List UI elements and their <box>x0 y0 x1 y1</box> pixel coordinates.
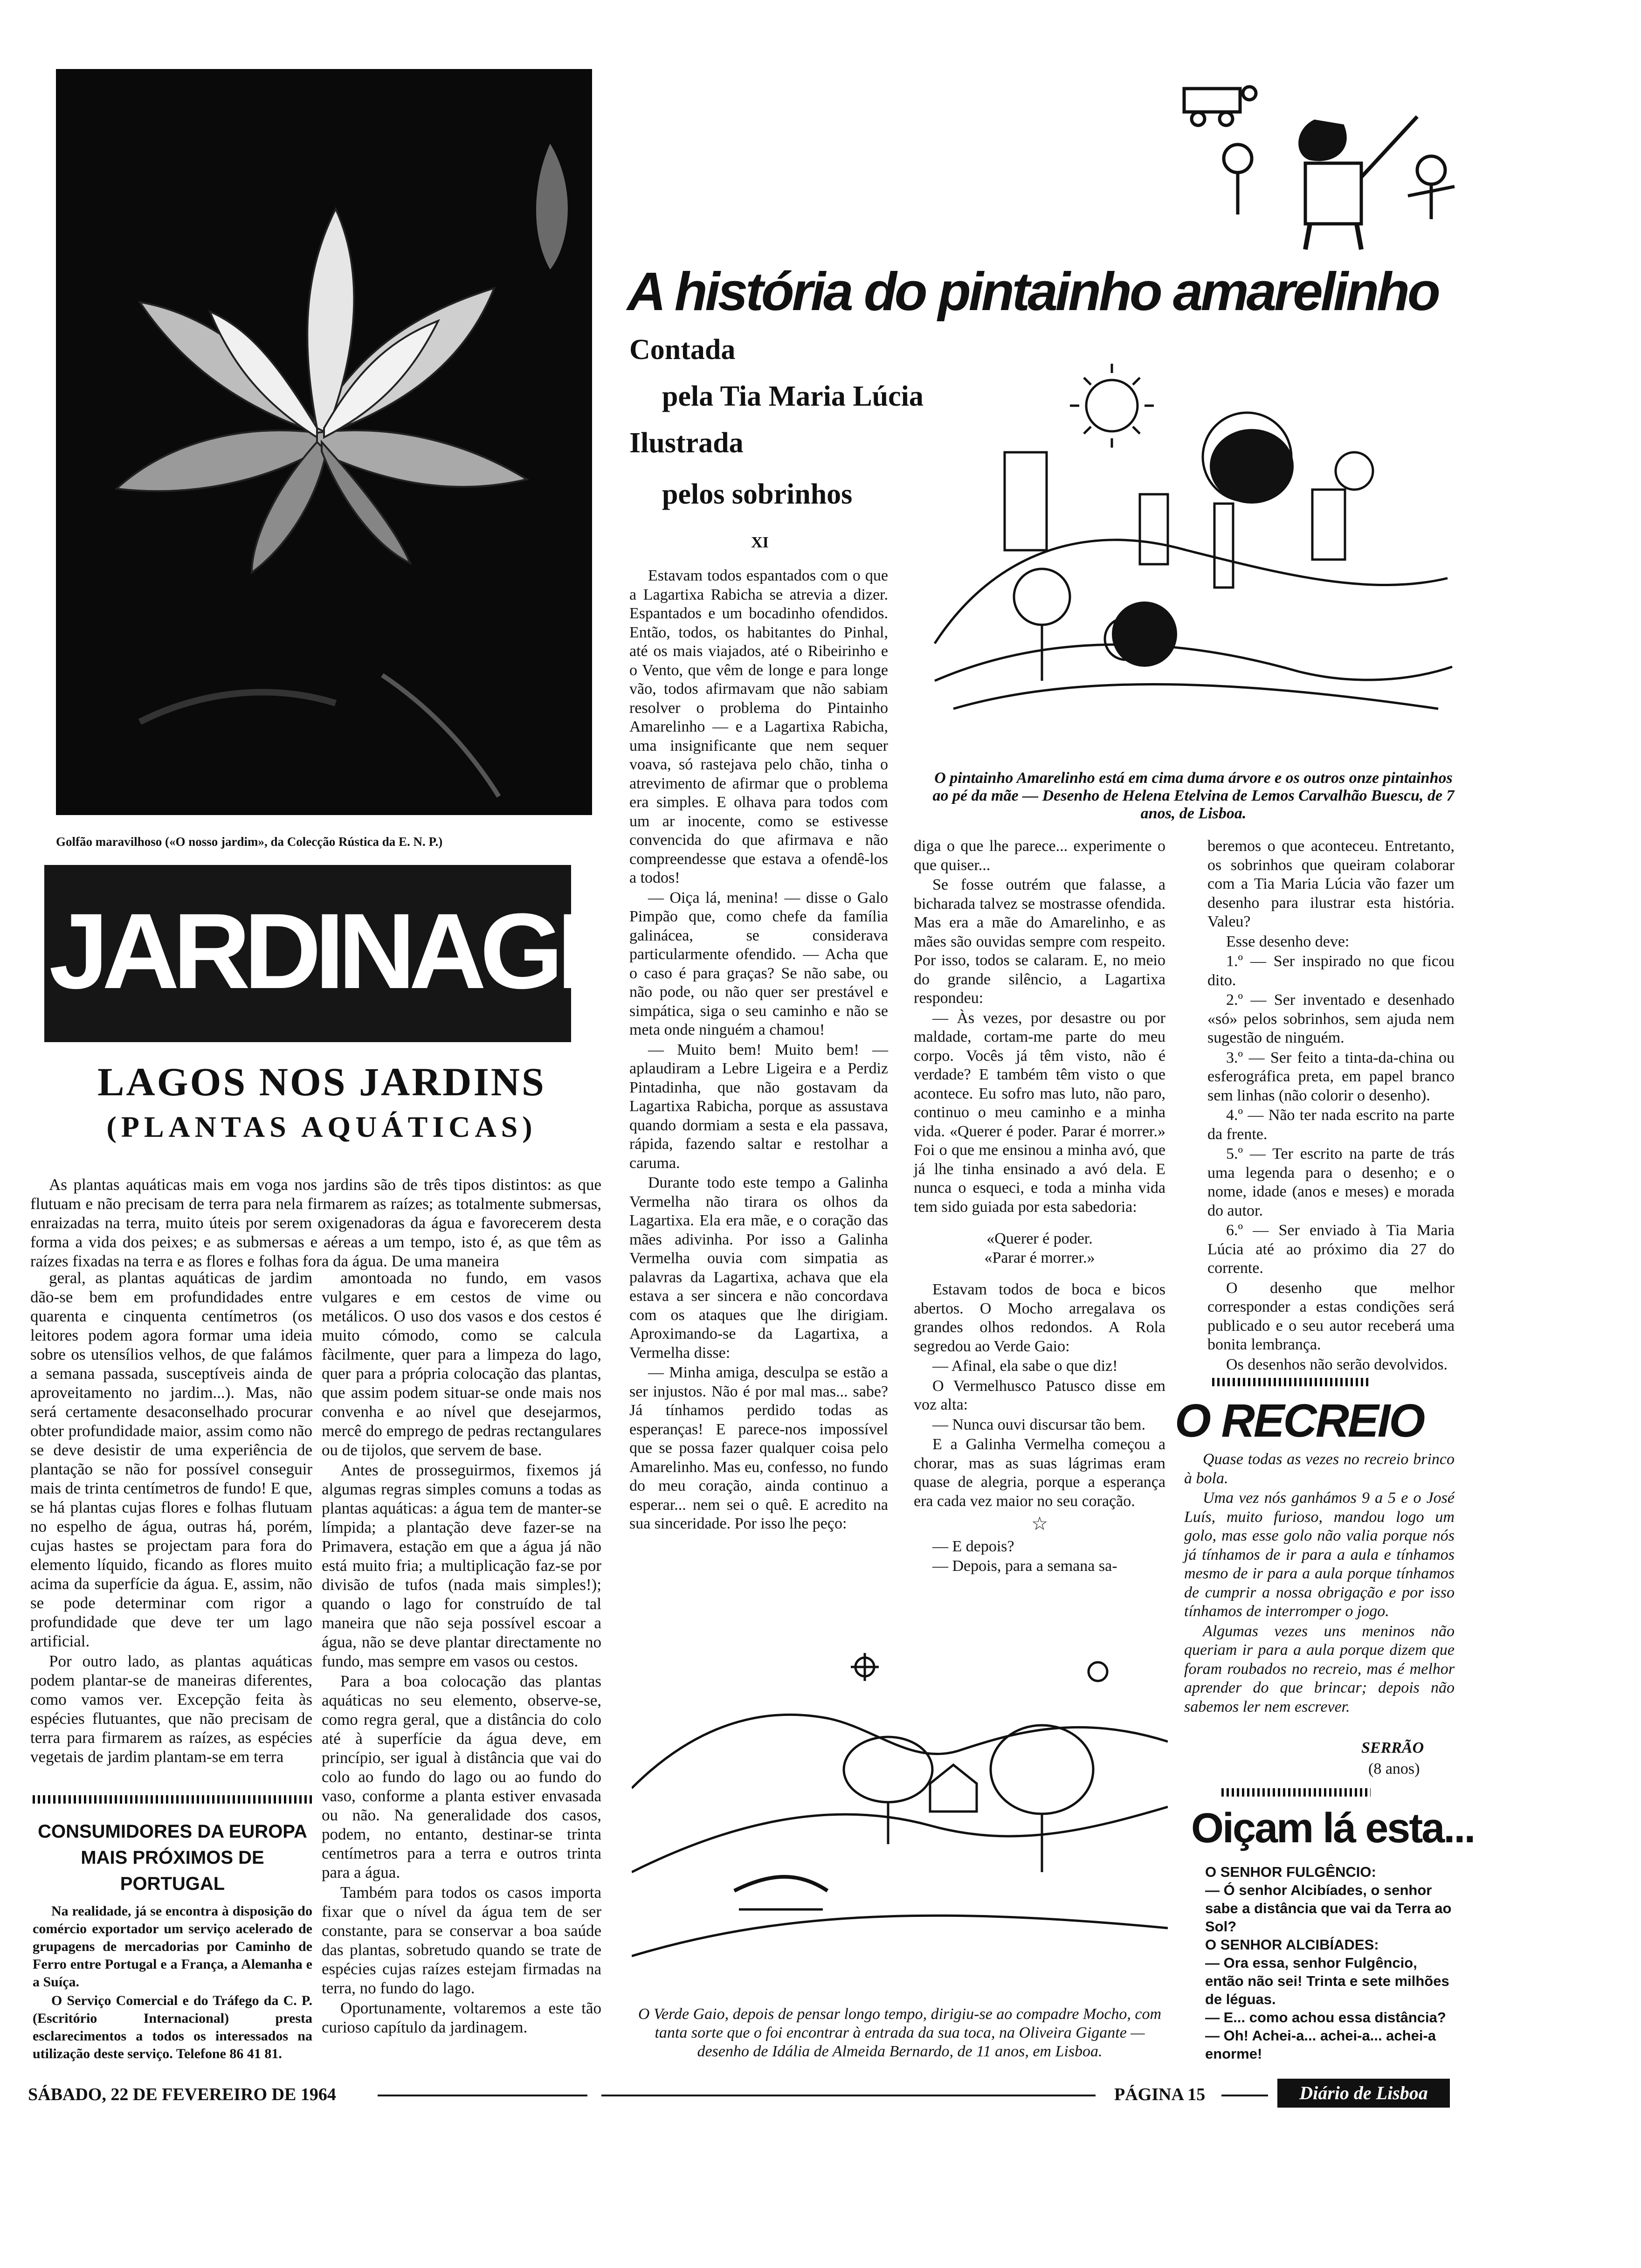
story-rule-3: 3.º — Ser feito a tinta-da-china ou esferográfica preta, em papel branco sem linhas (não colorir o desenho). <box>1207 1049 1455 1104</box>
story-title: A história do pintainho amarelinho <box>627 261 1438 322</box>
consumidores-body <box>33 1902 312 2063</box>
story-a-p5: — Minha amiga, desculpa se estão a ser injustos. Não é por mal mas... sabe? Já tínhamos perdido todas as esperanças! E parece-nos impossível que se possa fazer qualquer coisa pelo Amarelinho. Mas eu, confesso, no fundo do meu coração, ainda continuo a esperar... nem sei o quê. E acredito na sua sinceridade. Por isso lhe peço: <box>629 1364 888 1532</box>
recreio-author: SERRÃO <box>1361 1739 1424 1756</box>
story-b-p0: diga o que lhe parece... experimente o que quiser... <box>914 837 1165 874</box>
footer-date: SÁBADO, 22 DE FEVEREIRO DE 1964 <box>28 2085 336 2104</box>
star-separator: ☆ <box>1031 1513 1048 1534</box>
caption-top-drawing: O pintainho Amarelinho está em cima duma árvore e os outros onze pintainhos ao pé da mãe — Desenho de Helena Etelvina de Lemos Carvalhão Buescu, de 7 anos, de Lisboa. <box>932 769 1455 822</box>
jardinagem-col1 <box>30 1268 312 1766</box>
water-lily-illustration <box>56 69 592 815</box>
footer-masthead-box <box>1277 2079 1450 2108</box>
recreio-body <box>1184 1450 1455 1716</box>
jardinagem-banner <box>44 865 705 1042</box>
story-byline-4: pelos sobrinhos <box>662 478 853 510</box>
oicam-body <box>1205 1863 1459 2063</box>
child-drawing-verde-gaio-svg <box>632 1630 1168 1998</box>
oicam-line-5: — E... como achou essa distância? <box>1205 2009 1446 2026</box>
jardinagem-banner-text: JARDINAGEM <box>49 891 705 1011</box>
water-lily-photo <box>56 69 592 815</box>
jardinagem-headline: LAGOS NOS JARDINS <box>97 1059 546 1104</box>
footer-rule-left <box>378 2095 587 2096</box>
story-c-p1: beremos o que aconteceu. Entretanto, os sobrinhos que queiram colaborar com a Tia Maria Lúcia vão fazer um desenho para ilustrar esta história. Valeu? <box>1207 837 1455 930</box>
jardinagem-col2-p1: amontoada no fundo, em vasos vulgares e em cestos de vime ou metálicos. O uso dos vasos e dos cestos é muito cómodo, como se calcula fàcilmente, quer para a limpeza do lago, quer para a própria colocação das plantas, que assim podem situar-se onde mais nos convenha e ao nível que desejarmos, mercê do emprego de pedras rectangulares ou de tijolos, que servem de base. <box>322 1269 601 1459</box>
story-a-p4: Durante todo este tempo a Galinha Vermelha não tirara os olhos da Lagartixa. Ela era mãe, e o coração das mães adivinha. Por isso a Galinha Vermelha ouvia com simpatia as palavras da Lagartixa, achava que ela estava a ser sincera e não concordava com os ataques que lhe dirigiam. Aproximando-se da Lagartixa, a Vermelha disse: <box>629 1174 888 1362</box>
story-byline-3: Ilustrada <box>629 427 744 459</box>
story-col-a <box>629 567 888 1534</box>
jardinagem-lead-paragraph: As plantas aquáticas mais em voga nos jardins são de três tipos distintos: as que flutuam e não precisam de terra para nela firmarem as raízes; as totalmente submersas, enraizadas na terra, muito úteis por serem oxigenadoras da água e favorecerem desta forma a vida dos peixes; e as submersas e aéreas a um tempo, isto é, as que têm as raízes fixadas na terra e as flores e folhas fora da água. De uma maneira <box>30 1175 601 1270</box>
recreio-p2: Uma vez nós ganhámos 9 a 5 e o José Luís, muito furioso, mandou logo um golo, mas esse golo não valia porque nós já tínhamos de ir para a aula e tínhamos mesmo de ir para a aula porque tínhamos de cumprir a nossa obrigação e por isso tínhamos de interromper o jogo. <box>1184 1489 1455 1620</box>
footer-rule-right <box>1221 2095 1268 2096</box>
story-col-b <box>914 837 1165 1576</box>
consumidores-headline: CONSUMIDORES DA EUROPA MAIS PRÓXIMOS DE PORTUGAL <box>38 1821 307 1894</box>
footer-masthead: Diário de Lisboa <box>1299 2082 1428 2103</box>
child-drawing-verde-gaio <box>632 1630 1168 1998</box>
story-rule-4: 4.º — Não ter nada escrito na parte da frente. <box>1207 1106 1455 1143</box>
jardinagem-col1-p2: Por outro lado, as plantas aquáticas podem plantar-se de maneiras diferentes, como vamos ver. Excepção feita às espécies flutuantes, que não precisam de terra para firmarem as raízes, as espécies vegetais de jardim plantam-se em terra <box>30 1652 312 1766</box>
oicam-line-6: — Oh! Achei-a... achei-a... achei-a enorme! <box>1205 2027 1436 2062</box>
jardinagem-col1-p1: geral, as plantas aquáticas de jardim dão-se bem em profundidades entre quarenta e cinquenta centímetros (os leitores podem agora formar uma ideia sobre os utensílios velhos, de que falámos a semana passada, susceptíveis ainda de aproveitamento no jardim...). Mas, não será certamente desaconselhado procurar obter profundidade maior, assim como não se deve desistir de uma experiência de plantação se não for possível conseguir mais de trinta centímetros de fundo! E que, se há plantas cujas flores e folhas flutuam no espelho de água, outras há, porém, cujas hastes se projectam para fora do elemento líquido, ficando as flores muito acima da superfície da água. E, assim, não se pode determinar com rigor a profundidade que deve ter um lago artificial. <box>30 1269 312 1650</box>
jardinagem-col2-p4: Também para todos os casos importa fixar que o nível da água tem de ser constante, para se conservar a boa saúde das plantas, sobretudo quando se trate de espécies cujas raízes estejam firmadas na terra, no fundo do lago. <box>322 1883 601 1997</box>
story-c-p2: Esse desenho deve: <box>1226 933 1350 950</box>
story-b2-p3: O Vermelhusco Patusco disse em voz alta: <box>914 1377 1165 1413</box>
story-chapter: XI <box>751 534 769 551</box>
story-motto-2: «Parar é morrer.» <box>984 1249 1095 1266</box>
child-drawing-pintainho-svg <box>925 354 1462 760</box>
story-c-end-1: O desenho que melhor corresponder a estas condições será publicado e o seu autor receberá uma bonita lembrança. <box>1207 1279 1455 1353</box>
consumidores-divider <box>33 1795 312 1804</box>
story-b3-p1: — E depois? <box>932 1537 1014 1555</box>
story-rule-5: 5.º — Ter escrito na parte de trás uma legenda para o desenho; e o nome, idade (anos e meses) e morada do autor. <box>1207 1145 1455 1219</box>
story-b-p2: — Às vezes, por desastre ou por maldade, cortam-me parte do meu corpo. Vocês já têm visto, não é verdade? E também têm visto o que acontece. Eu sofro mas luto, não paro, continuo o meu caminho e a minha vida. «Querer é poder. Parar é morrer.» Foi o que me ensinou a minha avó, que já lhe tinha ensinado a avó dela. E nunca o esqueci, e toda a minha vida tem sido guiada por esta sabedoria: <box>914 1009 1165 1216</box>
story-b2-p4: — Nunca ouvi discursar tão bem. <box>932 1416 1145 1433</box>
footer-rule-mid <box>601 2095 1096 2096</box>
recreio-divider <box>1212 1378 1371 1386</box>
story-b3-p2: — Depois, para a semana sa- <box>932 1557 1117 1575</box>
story-a-p2: — Oiça lá, menina! — disse o Galo Pimpão que, como chefe da família galinácea, se considerava particularmente ofendido. — Acha que o caso é para graças? Se não sabe, ou não pode, ou não quer ser prestável e simpática, siga o seu caminho e não se meta onde ninguém a chamou! <box>629 889 888 1038</box>
oicam-divider <box>1221 1788 1371 1797</box>
story-rule-1: 1.º — Ser inspirado no que ficou dito. <box>1207 953 1455 989</box>
jardinagem-col2 <box>322 1268 601 2037</box>
story-a-p1: Estavam todos espantados com o que a Lagartixa Rabicha se atrevia a dizer. Espantados e um bocadinho ofendidos. Então, todos, os habitantes do Pinhal, até os mais viajados, até o Ribeirinho e o Vento, que vêm de longe e para longe vão, todos afirmavam que não sabiam resolver o problema do Pintainho Amarelinho — e a Lagartixa Rabicha, uma insignificante que nem sequer voava, só rastejava pelo chão, tinha o atrevimento de afirmar que o problema era simples. E olhava para todos com um ar inocente, como se estivesse convencida do que afirmava e não compreendesse que estava a ofendê-los a todos! <box>629 567 888 886</box>
jardinagem-col2-p2: Antes de prosseguirmos, fixemos já algumas regras simples comuns a todas as plantas aquáticas: a água tem de manter-se límpida; a plantação deve fazer-se na Primavera, estação em que a água já não está muito fria; a multiplicação faz-se por divisão de tufos (nada mais simples!); quando o lago for construído de tal maneira que não seja possível escoar a água, não se deve plantar directamente no fundo, mas sempre em vasos ou cestos. <box>322 1461 601 1670</box>
recreio-title: O RECREIO <box>1175 1395 1424 1447</box>
caption-bottom-drawing: O Verde Gaio, depois de pensar longo tempo, dirigiu-se ao compadre Mocho, com tanta sorte que o foi encontrar à entrada da sua toca, na Oliveira Gigante — desenho de Idália de Almeida Bernardo, de 11 anos, em Lisboa. <box>638 2005 1162 2060</box>
footer-page: PÁGINA 15 <box>1114 2085 1206 2104</box>
story-b2-p1: Estavam todos de boca e bicos abertos. O Mocho arregalava os grandes olhos redondos. A Rola segredou ao Verde Gaio: <box>914 1281 1165 1355</box>
jardinagem-lead <box>30 1175 601 1271</box>
consumidores-p1: Na realidade, já se encontra à disposição do comércio exportador um serviço acelerado de grupagens de mercadorias por Caminho de Ferro entre Portugal e a França, a Alemanha e a Suíça. <box>33 1903 312 1990</box>
photo-caption: Golfão maravilhoso («O nosso jardim», da Colecção Rústica da E. N. P.) <box>56 835 443 849</box>
kids-drawing-header-illustration <box>1156 65 1473 252</box>
story-motto-1: «Querer é poder. <box>986 1230 1093 1247</box>
child-drawing-pintainho <box>925 354 1462 760</box>
story-rule-2: 2.º — Ser inventado e desenhado «só» pelos sobrinhos, sem ajuda nem sugestão de ninguém. <box>1207 991 1455 1046</box>
oicam-line-4: — Ora essa, senhor Fulgêncio, então não sei! Trinta e sete milhões de léguas. <box>1205 1955 1449 2007</box>
recreio-p3: Algumas vezes uns meninos não queriam ir para a aula porque dizem que foram roubados no recreio, mas é melhor aprender do que brincar; depois não sabemos ler nem escrever. <box>1184 1622 1455 1715</box>
consumidores-p2: O Serviço Comercial e do Tráfego da C. P. (Escritório Internacional) presta esclarecimentos a todos os interessados na utilização deste serviço. Telefone 86 41 81. <box>33 1993 312 2061</box>
story-c-end-2: Os desenhos não serão devolvidos. <box>1226 1355 1448 1373</box>
oicam-title: Oiçam lá esta... <box>1191 1805 1475 1852</box>
jardinagem-col2-p5: Oportunamente, voltaremos a este tão curioso capítulo da jardinagem. <box>322 1999 601 2036</box>
story-b-p1: Se fosse outrém que falasse, a bicharada talvez se mostrasse ofendida. Mas era a mãe do Amarelinho, e as mães são ouvidas sempre com respeito. Por isso, todos se calaram. E, no meio do grande silêncio, a Lagartixa respondeu: <box>914 876 1165 1007</box>
oicam-line-1: O SENHOR FULGÊNCIO: <box>1205 1864 1376 1880</box>
story-a-p3: — Muito bem! Muito bem! — aplaudiram a Lebre Ligeira e a Perdiz Pintadinha, que não gostavam da Lagartixa Rabicha, porque as assustava quando dormiam a sesta e ela passava, rápida, fazendo saltar e restolhar a caruma. <box>629 1041 888 1172</box>
story-col-c <box>1207 837 1455 1374</box>
story-rule-6: 6.º — Ser enviado à Tia Maria Lúcia até ao próximo dia 27 do corrente. <box>1207 1222 1455 1277</box>
recreio-p1: Quase todas as vezes no recreio brinco à bola. <box>1184 1451 1455 1487</box>
oicam-line-3: O SENHOR ALCIBÍADES: <box>1205 1936 1379 1953</box>
story-b2-p5: E a Galinha Vermelha começou a chorar, mas as suas lágrimas eram quase de alegria, porque a esperança era cada vez maior no seu coração. <box>914 1436 1165 1510</box>
story-byline-1: Contada <box>629 334 736 366</box>
oicam-line-2: — Ó senhor Alcibíades, o senhor sabe a distância que vai da Terra ao Sol? <box>1205 1882 1452 1935</box>
story-byline-2: pela Tia Maria Lúcia <box>662 380 924 412</box>
jardinagem-col2-p3: Para a boa colocação das plantas aquáticas no seu elemento, observe-se, como regra geral, que a distância do colo até à superfície da água deve, em princípio, ser igual à distância que vai do colo ao fundo do lago ou ao fundo do vaso, conforme a planta estiver envasada ou não. Na generalidade dos casos, podem, no entanto, destinar-se trinta centímetros para a terra e outros trinta para a água. <box>322 1672 601 1881</box>
jardinagem-subheadline: (PLANTAS AQUÁTICAS) <box>106 1110 537 1143</box>
recreio-age: (8 anos) <box>1368 1760 1420 1777</box>
story-b2-p2: — Afinal, ela sabe o que diz! <box>932 1357 1118 1375</box>
